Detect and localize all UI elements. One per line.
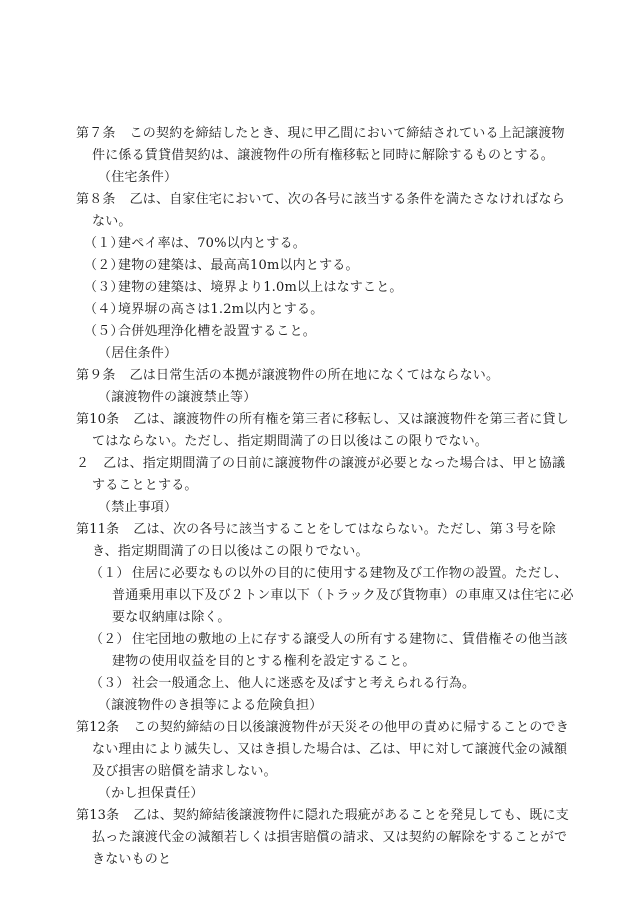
article-8 (76, 189, 576, 233)
article-text: この契約締結の日以後譲渡物件が天災その他甲の責めに帰することのできない理由により滅失し、又はき損した場合は、乙は、甲に対して譲渡代金の減額及び損害の賠償を請求しない。 (92, 720, 569, 779)
heading-defect-liability: （かし担保責任） (98, 786, 204, 801)
article-8-item-1 (76, 233, 576, 255)
item-text: 建物の建築は、境界より1.0m以上はなすこと。 (118, 280, 403, 295)
item-number: （１） (84, 236, 124, 251)
article-11-item-3 (76, 673, 576, 695)
article-10 (76, 409, 576, 453)
heading-housing-conditions: （住宅条件） (98, 170, 178, 185)
article-8-item-2 (76, 255, 576, 277)
contract-document (76, 123, 576, 871)
article-title: 第８条 (76, 192, 116, 207)
article-8-item-4 (76, 299, 576, 321)
item-number: （５） (84, 324, 124, 339)
heading-transfer-prohibition: （譲渡物件の譲渡禁止等） (98, 390, 257, 405)
article-12 (76, 717, 576, 783)
article-text: 乙は、自家住宅において、次の各号に該当する条件を満たさなければならない。 (92, 192, 565, 229)
article-title: 第11条 (76, 522, 120, 537)
article-8-item-5 (76, 321, 576, 343)
item-text: 建ペイ率は、70%以内とする。 (118, 236, 306, 251)
article-11 (76, 519, 576, 563)
article-title: 第13条 (76, 808, 120, 823)
item-text: 社会一般通念上、他人に迷惑を及ぼすと考えられる行為。 (132, 676, 476, 691)
article-11-item-1 (76, 563, 576, 629)
item-number: （３） (90, 676, 130, 691)
paragraph-text: 乙は、指定期間満了の日前に譲渡物件の譲渡が必要となった場合は、甲と協議することとする。 (92, 456, 566, 493)
article-7 (76, 123, 576, 167)
article-9 (76, 365, 576, 387)
article-text: 乙は、譲渡物件の所有権を第三者に移転し、又は譲渡物件を第三者に貸してはならない。ただし、指定期間満了の日以後はこの限りでない。 (92, 412, 569, 449)
item-number: （１） (90, 566, 130, 581)
article-title: 第７条 (76, 126, 116, 141)
item-text: 住宅団地の敷地の上に存する譲受人の所有する建物に、賃借権その他当該建物の使用収益を目的とする権利を設定すること。 (112, 632, 568, 669)
item-number: （２） (84, 258, 124, 273)
heading-prohibited-matters: （禁止事項） (98, 500, 178, 515)
item-text: 住居に必要なもの以外の目的に使用する建物及び工作物の設置。ただし、普通乗用車以下及び２トン車以下（トラック及び貨物車）の車庫又は住宅に必要な収納庫は除く。 (112, 566, 574, 625)
item-text: 境界塀の高さは1.2m以内とする。 (118, 302, 324, 317)
article-11-item-2 (76, 629, 576, 673)
heading-residence-conditions: （居住条件） (98, 346, 178, 361)
paragraph-number: ２ (76, 456, 90, 471)
item-number: （３） (84, 280, 124, 295)
article-text: 乙は日常生活の本拠が譲渡物件の所在地になくてはならない。 (129, 368, 500, 383)
article-13 (76, 805, 576, 871)
article-title: 第12条 (76, 720, 120, 735)
article-8-item-3 (76, 277, 576, 299)
item-number: （２） (90, 632, 130, 647)
item-text: 建物の建築は、最高高10m以内とする。 (118, 258, 359, 273)
article-text: この契約を締結したとき、現に甲乙間において締結されている上記譲渡物件に係る賃貸借契約は、譲渡物件の所有権移転と同時に解除するものとする。 (92, 126, 565, 163)
article-title: 第９条 (76, 368, 116, 383)
article-10-paragraph-2 (76, 453, 576, 497)
item-text: 合併処理浄化槽を設置すること。 (118, 324, 317, 339)
article-text: 乙は、次の各号に該当することをしてはならない。ただし、第３号を除き、指定期間満了の日以後はこの限りでない。 (92, 522, 556, 559)
article-text: 乙は、契約締結後譲渡物件に隠れた瑕疵があることを発見しても、既に支払った譲渡代金の減額若しくは損害賠償の請求、又は契約の解除をすることができないものと (92, 808, 569, 867)
item-number: （４） (84, 302, 124, 317)
heading-risk-bearing: （譲渡物件のき損等による危険負担） (98, 698, 323, 713)
article-title: 第10条 (76, 412, 120, 427)
